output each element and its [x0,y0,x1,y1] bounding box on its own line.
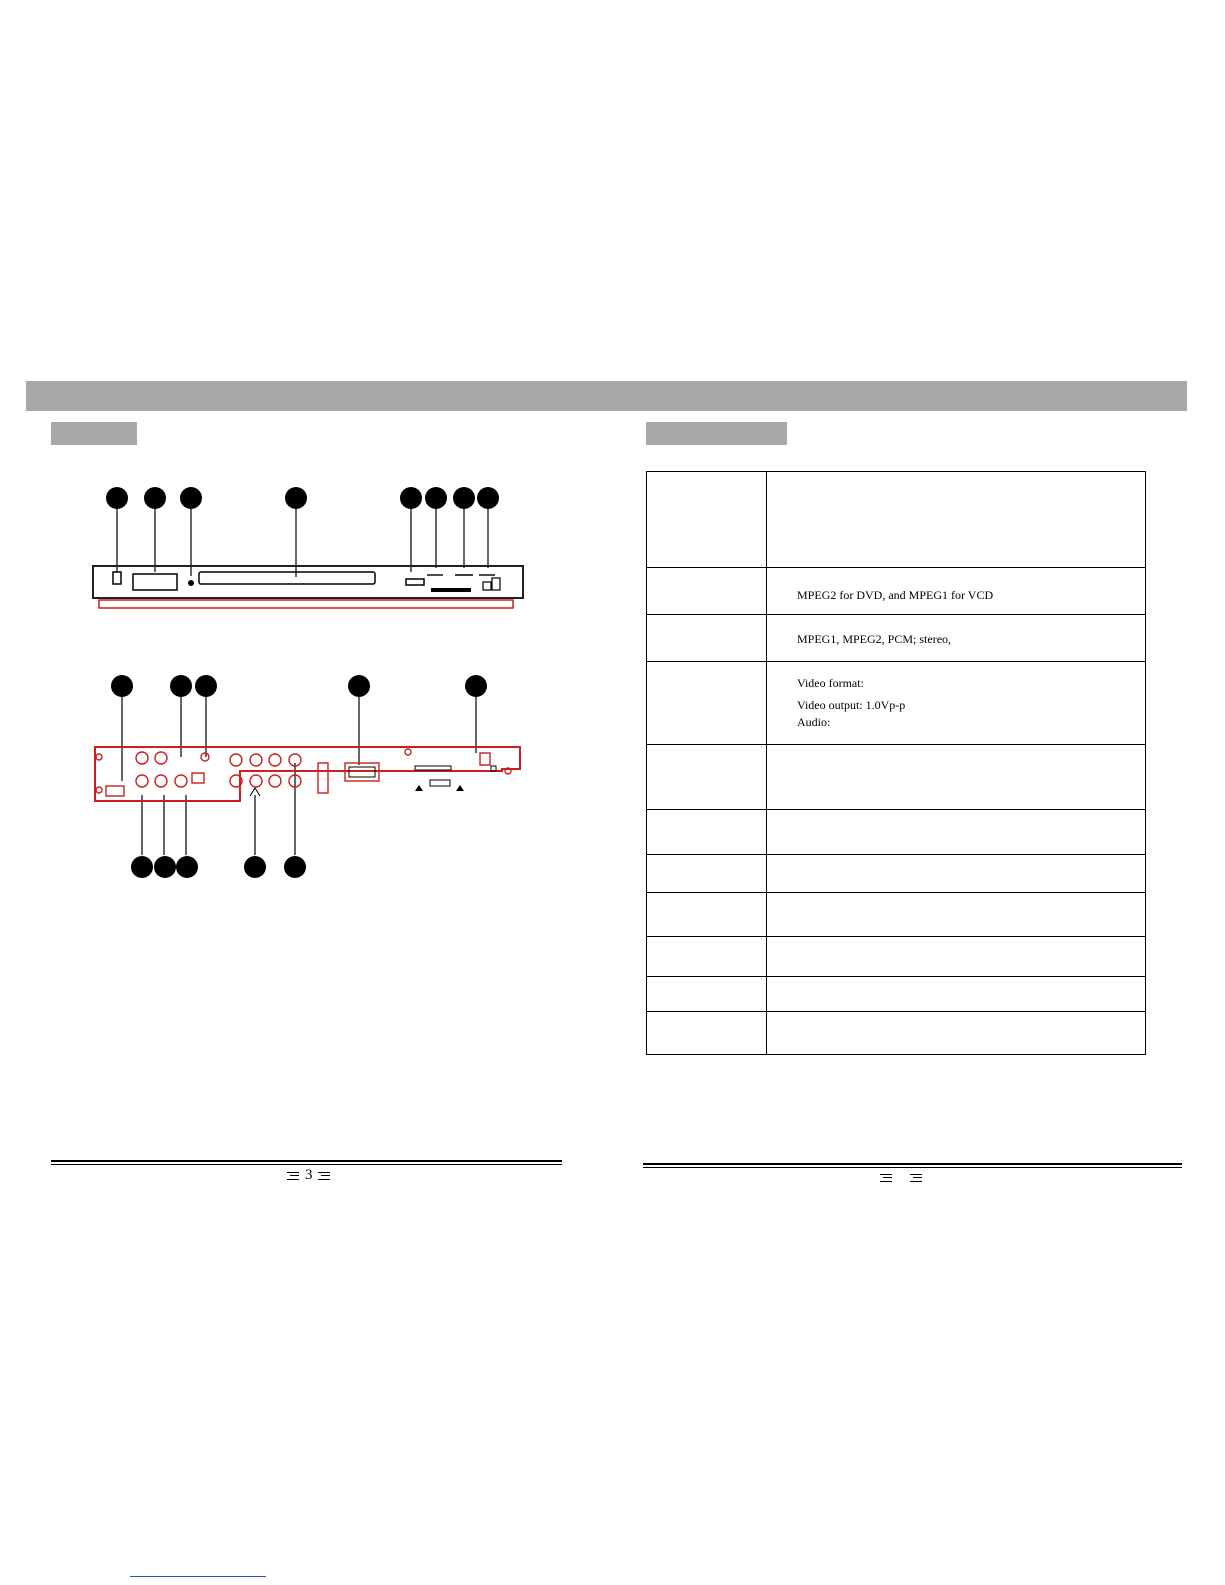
footer-rule-right [643,1163,1182,1168]
section-tab-specifications [646,422,787,445]
table-row [647,936,1145,977]
front-panel-diagram [85,500,535,620]
header-band [26,381,1187,411]
table-row [647,892,1145,937]
rear-panel-diagram [90,685,530,875]
table-cell: Audio: [797,715,831,729]
table-row [647,472,1145,568]
specifications-table [646,471,1146,1055]
table-row [647,567,1145,615]
display-window [133,574,177,590]
rear-callout-10 [284,856,306,878]
disc-tray [199,572,375,584]
button-cluster [483,582,491,590]
table-row [647,809,1145,855]
table-row [647,614,1145,662]
usb-port [406,579,424,585]
rear-callout-6 [131,856,153,878]
table-cell: MPEG1, MPEG2, PCM; stereo, [797,632,952,646]
footer-ornament [287,1172,299,1180]
rear-callout-8 [176,856,198,878]
table-row [647,661,1145,745]
table-row [647,854,1145,893]
footer-rule-left [51,1160,562,1165]
ir-sensor [188,580,194,586]
table-cell: Video output: 1.0Vp-p [797,698,906,712]
rear-callout-7 [154,856,176,878]
footer-ornament [318,1172,330,1180]
power-button [113,572,121,584]
footer-ornament [910,1174,922,1182]
bottom-link-underline [130,1576,266,1577]
table-cell: MPEG2 for DVD, and MPEG1 for VCD [797,588,994,602]
rear-callout-9 [244,856,266,878]
table-cell: Video format: [797,676,864,690]
front-panel-body [93,566,523,598]
table-row [647,976,1145,1012]
page-number: 3 [305,1167,313,1183]
card-slot [431,588,471,592]
table-row [647,744,1145,810]
rear-panel-outline [95,747,520,801]
section-tab-panel [51,422,137,445]
footer-ornament [880,1174,892,1182]
